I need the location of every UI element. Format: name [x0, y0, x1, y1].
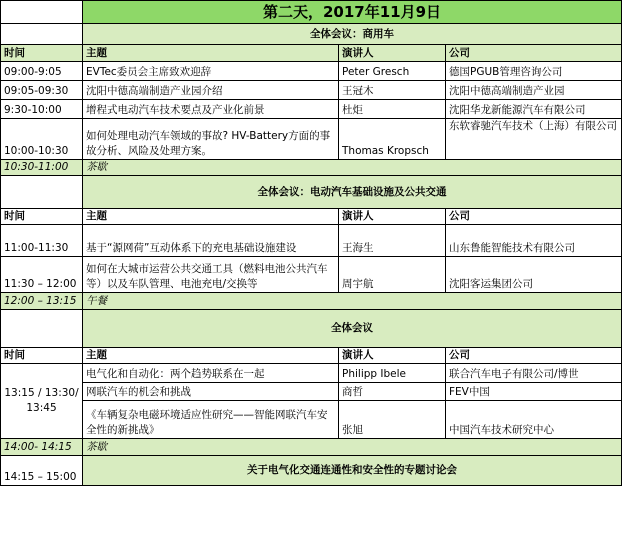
header-company: 公司	[446, 45, 622, 62]
speaker-cell: 商哲	[339, 383, 446, 401]
break-time: 12:00 – 13:15	[1, 293, 83, 310]
table-row	[1, 364, 622, 383]
panel-row	[1, 456, 622, 486]
speaker-cell: 周宇航	[339, 257, 446, 293]
company-cell: 中国汽车技术研究中心	[446, 401, 622, 439]
header-topic: 主题	[83, 209, 339, 225]
header-time: 时间	[1, 348, 83, 364]
break-row	[1, 439, 622, 456]
break-time: 10:30-11:00	[1, 160, 83, 176]
break-label: 午餐	[83, 293, 622, 310]
break-label: 茶歇	[83, 160, 622, 176]
time-cell: 9:30-10:00	[1, 100, 83, 119]
company-cell: 德国PGUB管理咨询公司	[446, 62, 622, 81]
table-row	[1, 62, 622, 81]
break-time: 14:00- 14:15	[1, 439, 83, 456]
panel-time: 14:15 – 15:00	[1, 456, 83, 486]
header-time: 时间	[1, 209, 83, 225]
table-row	[1, 225, 622, 257]
speaker-cell: Thomas Kropsch	[339, 119, 446, 160]
topic-cell: 《车辆复杂电磁环境适应性研究——智能网联汽车安全性的新挑战》	[83, 401, 339, 439]
title-left-cell	[1, 1, 83, 24]
header-row	[1, 209, 622, 225]
header-row	[1, 348, 622, 364]
topic-cell: 沈阳中德高端制造产业园介绍	[83, 81, 339, 100]
company-cell: 山东鲁能智能技术有限公司	[446, 225, 622, 257]
header-time: 时间	[1, 45, 83, 62]
topic-cell: EVTec委员会主席致欢迎辞	[83, 62, 339, 81]
speaker-cell: 王冠木	[339, 81, 446, 100]
speaker-cell: 杜炬	[339, 100, 446, 119]
topic-cell: 电气化和自动化：两个趋势联系在一起	[83, 364, 339, 383]
company-cell: 沈阳华龙新能源汽车有限公司	[446, 100, 622, 119]
page-title: 第二天，2017年11月9日	[83, 1, 622, 24]
session-title: 全体会议：商用车	[83, 24, 622, 45]
speaker-cell: Peter Gresch	[339, 62, 446, 81]
table-row	[1, 383, 622, 401]
topic-cell: 如何在大城市运营公共交通工具（燃料电池公共汽车等）以及车队管理、电池充电/交换等	[83, 257, 339, 293]
break-label: 茶歇	[83, 439, 622, 456]
time-cell: 11:00-11:30	[1, 225, 83, 257]
header-row	[1, 45, 622, 62]
header-speaker: 演讲人	[339, 209, 446, 225]
header-speaker: 演讲人	[339, 348, 446, 364]
speaker-cell: Philipp Ibele	[339, 364, 446, 383]
company-cell: FEV中国	[446, 383, 622, 401]
table-row	[1, 81, 622, 100]
speaker-cell: 王海生	[339, 225, 446, 257]
time-cell: 09:05-09:30	[1, 81, 83, 100]
time-cell: 09:00-9:05	[1, 62, 83, 81]
company-cell: 东软睿驰汽车技术（上海）有限公司	[446, 119, 622, 160]
company-cell: 沈阳客运集团公司	[446, 257, 622, 293]
session-left-cell	[1, 24, 83, 45]
header-topic: 主题	[83, 45, 339, 62]
table-row	[1, 119, 622, 160]
time-cell: 10:00-10:30	[1, 119, 83, 160]
header-speaker: 演讲人	[339, 45, 446, 62]
speaker-cell: 张旭	[339, 401, 446, 439]
header-company: 公司	[446, 209, 622, 225]
topic-cell: 增程式电动汽车技术要点及产业化前景	[83, 100, 339, 119]
table-row	[1, 401, 622, 439]
session-left-cell	[1, 310, 83, 348]
company-cell: 沈阳中德高端制造产业园	[446, 81, 622, 100]
break-row	[1, 160, 622, 176]
session-title: 全体会议	[83, 310, 622, 348]
topic-cell: 网联汽车的机会和挑战	[83, 383, 339, 401]
time-block-cell: 13:15 / 13:30/ 13:45	[1, 364, 83, 439]
panel-title: 关于电气化交通连通性和安全性的专题讨论会	[83, 456, 622, 486]
time-cell: 11:30 – 12:00	[1, 257, 83, 293]
company-cell: 联合汽车电子有限公司/博世	[446, 364, 622, 383]
header-company: 公司	[446, 348, 622, 364]
topic-cell: 基于“源网荷”互动体系下的充电基础设施建设	[83, 225, 339, 257]
topic-cell: 如何处理电动汽车领域的事故? HV-Battery方面的事故分析、风险及处理方案。	[83, 119, 339, 160]
break-row	[1, 293, 622, 310]
table-row	[1, 257, 622, 293]
session-left-cell	[1, 176, 83, 209]
table-row	[1, 100, 622, 119]
header-topic: 主题	[83, 348, 339, 364]
session-title: 全体会议：电动汽车基础设施及公共交通	[83, 176, 622, 209]
